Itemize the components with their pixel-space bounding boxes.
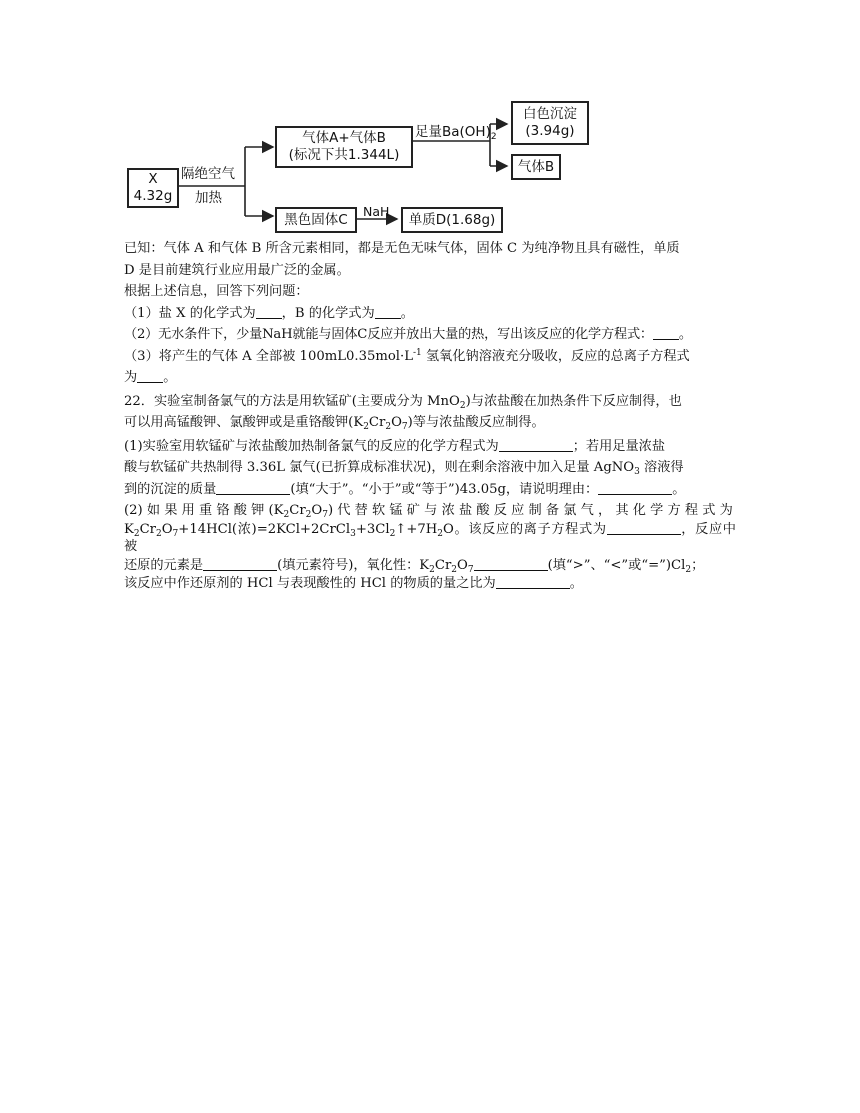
known-info [124, 238, 736, 281]
p22-2-blank-oxidizing-compare[interactable] [474, 556, 548, 571]
p22-2-cs3: 7 [172, 528, 179, 539]
p22-sub-c3: 7 [401, 422, 408, 432]
p22-1-text-e: 到的沉淀的质量 [124, 481, 217, 497]
p22-2-ds4: 2 [685, 564, 692, 575]
p22-2-cs6: 2 [437, 528, 444, 539]
intro-line: 根据上述信息，回答下列问题： [124, 284, 309, 299]
p22-sub-a: 2 [459, 400, 466, 411]
p22-sub-c2: 2 [385, 422, 392, 432]
p22-2-d3: (填“>”、“<”或“=”)Cl [547, 557, 686, 573]
p22-2-cm2: O [161, 521, 173, 537]
gas-mixture-box [275, 126, 413, 168]
precipitate-mass: (3.94g) [525, 123, 575, 139]
gas-mixture-label: 气体A+气体B [302, 130, 386, 146]
p22-2-cs4: 3 [350, 528, 356, 539]
p22-1-text-d: 溶液得 [639, 460, 684, 475]
label-baoh-sub: 2 [490, 132, 497, 142]
x-box-name: X [148, 171, 158, 187]
question-text [124, 238, 736, 593]
q3-text-a: （3）将产生的气体 A 全部被 100mL0.35mol·L [124, 348, 413, 364]
p22-2-c1: K [124, 521, 134, 537]
p22-1-text-a: (1)实验室用软锰矿与浓盐酸加热制备氯气的反应的化学方程式为 [124, 438, 499, 454]
label-heat: 加热 [195, 190, 222, 206]
p22-2-c4: ↑+7H [395, 521, 438, 537]
q3-sup: -1 [412, 347, 422, 358]
p22-2-m1: Cr [289, 503, 306, 518]
q2-text-b: 。 [678, 327, 692, 342]
p22-text-c: 可以用高锰酸钾、氯酸钾或是重铬酸钾(K [124, 415, 364, 430]
p22-2-blank-ionic-equation[interactable] [607, 520, 681, 535]
q3-text-d: 。 [163, 370, 177, 385]
q2-blank-equation[interactable] [653, 325, 679, 340]
p22-2-cm1: Cr [139, 521, 156, 537]
p22-2-e2: 。 [569, 576, 583, 591]
p22-1-text-b: ；若用足量浓盐 [572, 438, 666, 454]
problem-22-part-2 [124, 502, 736, 593]
known-line-2: D 是目前建筑行业应用最广泛的金属。 [124, 262, 350, 278]
label-excess-baoh2 [415, 124, 497, 141]
p22-mid-c2: O [391, 415, 402, 430]
p22-2-c6: ，反应中被 [124, 521, 736, 554]
p22-2-d2: (填元素符号)，氧化性：K [277, 557, 430, 573]
p22-2-e1: 该反应中作还原剂的 HCl 与表现酸性的 HCl 的物质的量之比为 [124, 576, 496, 591]
known-line-1: 已知：气体 A 和气体 B 所含元素相同，都是无色无味气体，固体 C 为纯净物且具有磁性，单质 [124, 241, 680, 256]
q1-text-c: 。 [400, 305, 414, 321]
p22-1-sub-c: 3 [634, 467, 640, 477]
p22-mid-c1: Cr [368, 415, 386, 430]
problem-22-part-1 [124, 436, 736, 501]
q3-blank-ionic-equation[interactable] [137, 368, 163, 383]
p22-2-text-b: ) 代 替 软 锰 矿 与 浓 盐 酸 反 应 制 备 氯 气 ， 其 化 学 方 程 式 为 [327, 503, 733, 518]
problem-22-stem [124, 391, 736, 434]
p22-text-d: )等与浓盐酸反应制得。 [407, 415, 545, 430]
p22-2-c3: +3Cl [355, 521, 390, 537]
p22-1-blank-equation[interactable] [499, 437, 573, 452]
p22-1-text-f: (填“大于”。“小于”或“等于”)43.05g，请说明理由： [290, 481, 599, 497]
q1-text-a: （1）盐 X 的化学式为 [124, 305, 256, 321]
label-baoh-text: 足量Ba(OH) [415, 124, 491, 140]
white-precipitate-box [511, 101, 589, 145]
q1-blank-b-formula[interactable] [375, 304, 401, 319]
label-no-air: 隔绝空气 [181, 166, 235, 182]
p22-2-c2: +14HCl(浓)=2KCl+2CrCl [178, 521, 351, 537]
p22-2-cs2: 2 [156, 528, 162, 539]
p22-1-blank-compare[interactable] [216, 480, 290, 495]
precipitate-label: 白色沉淀 [523, 106, 577, 122]
q3-text-c: 为 [124, 370, 138, 385]
p22-2-ds1: 2 [429, 564, 435, 575]
p22-1-text-c: 酸与软锰矿共热制得 3.36L 氯气(已折算成标准状况)，则在剩余溶液中加入足量 AgNO [124, 460, 635, 475]
p22-2-s1: 2 [283, 510, 290, 520]
q1-blank-x-formula[interactable] [256, 304, 282, 319]
p22-2-m2: O [311, 503, 323, 518]
black-solid-c-box: 黑色固体C [275, 207, 357, 233]
p22-2-dm1: Cr [434, 557, 452, 573]
x-box [127, 168, 179, 208]
p22-2-d4: ； [691, 557, 705, 573]
p22-2-ds2: 2 [451, 564, 458, 575]
p22-1-text-g: 。 [672, 481, 686, 497]
p22-text-a: 22．实验室制备氯气的方法是用软锰矿(主要成分为 MnO [124, 393, 460, 409]
label-nah: NaH [363, 204, 390, 219]
gas-b-box: 气体B [511, 154, 561, 180]
reaction-flow-diagram [125, 96, 595, 236]
p22-2-blank-ratio[interactable] [496, 574, 570, 589]
q1-text-b: ，B 的化学式为 [281, 305, 375, 321]
p22-2-cs5: 2 [389, 528, 396, 539]
gas-mixture-volume: (标况下共1.344L) [288, 147, 400, 163]
question-1 [124, 303, 736, 325]
p22-1-blank-reason[interactable] [598, 480, 672, 495]
p22-2-s2: 2 [305, 510, 312, 520]
p22-2-s3: 7 [322, 510, 328, 520]
p22-2-d1: 还原的元素是 [124, 557, 204, 573]
q3-text-b: 氢氧化钠溶液充分吸收，反应的总离子方程式 [421, 348, 690, 364]
x-box-mass: 4.32g [133, 188, 173, 204]
p22-sub-c1: 2 [363, 422, 369, 432]
p22-2-blank-reduced-element[interactable] [203, 556, 277, 571]
p22-2-dm2: O [457, 557, 468, 573]
p22-2-text-a: (2) 如 果 用 重 铬 酸 钾 (K [124, 503, 284, 518]
p22-text-b: )与浓盐酸在加热条件下反应制得，也 [465, 393, 682, 409]
p22-2-cs1: 2 [133, 528, 140, 539]
question-3 [124, 346, 736, 389]
q2-text-a: （2）无水条件下，少量NaH就能与固体C反应并放出大量的热，写出该反应的化学方程式： [124, 327, 653, 342]
metal-d-box: 单质D(1.68g) [401, 207, 503, 233]
question-2 [124, 324, 736, 346]
p22-2-ds3: 7 [467, 564, 474, 575]
p22-2-c5: O。该反应的离子方程式为 [443, 521, 607, 537]
